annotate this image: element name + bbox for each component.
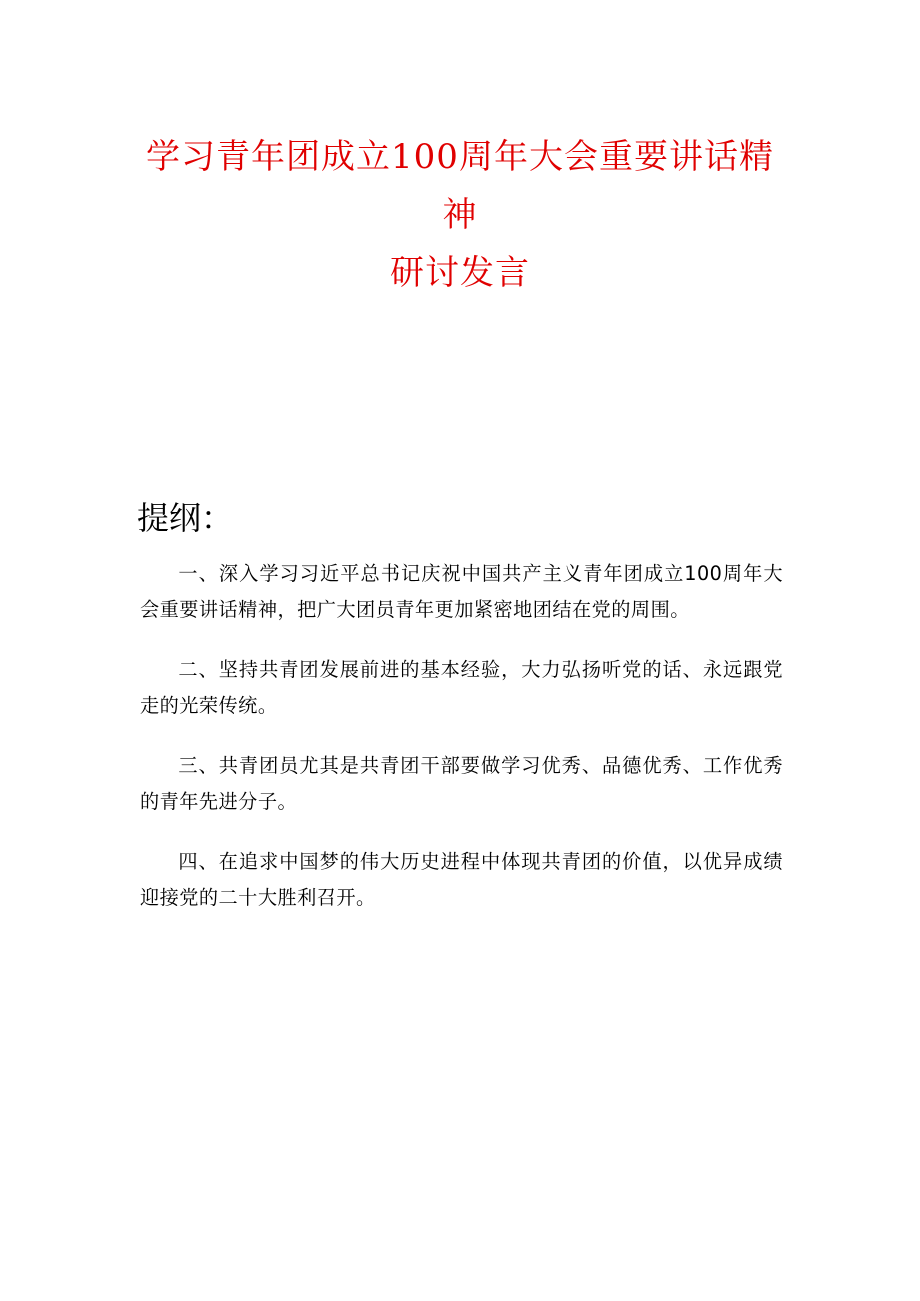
outline-list [140, 556, 783, 940]
outline-item-2: 二、坚持共青团发展前进的基本经验，大力弘扬听党的话、永远跟党走的光荣传统。 [140, 658, 783, 717]
title-line-3: 研讨发言 [390, 253, 530, 293]
title-line-1: 学习青年团成立100周年大会重要讲话精 [146, 137, 774, 177]
document-title [140, 128, 780, 302]
outline-heading: 提纲： [137, 499, 234, 537]
outline-item-4: 四、在追求中国梦的伟大历史进程中体现共青团的价值，以优异成绩迎接党的二十大胜利召开。 [140, 850, 783, 909]
outline-item-1: 一、深入学习习近平总书记庆祝中国共产主义青年团成立100周年大会重要讲话精神，把广大团员青年更加紧密地团结在党的周围。 [140, 562, 783, 621]
outline-item-3: 三、共青团员尤其是共青团干部要做学习优秀、品德优秀、工作优秀的青年先进分子。 [140, 754, 783, 813]
title-line-2: 神 [442, 195, 478, 235]
